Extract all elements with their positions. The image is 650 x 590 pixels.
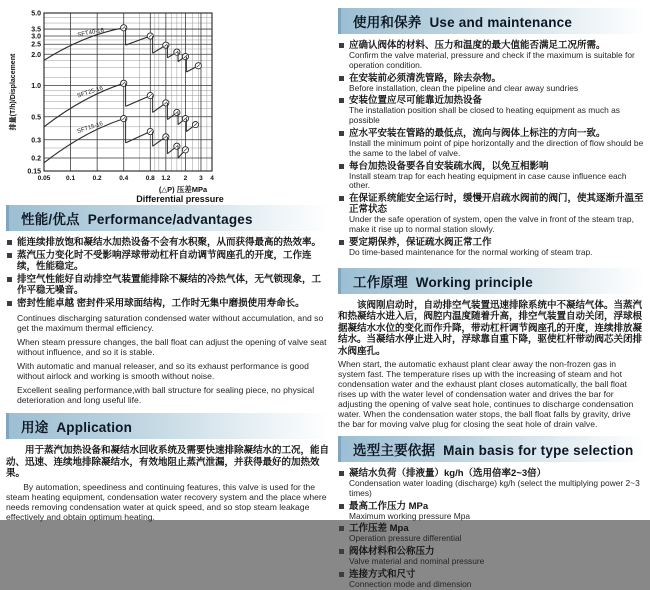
bullet-square-icon	[339, 549, 344, 554]
selection-item-en: Valve material and nominal pressure	[349, 556, 485, 567]
segment-end-marker	[174, 109, 180, 115]
principle-title-en: Working principle	[415, 274, 533, 290]
principle-paragraph-en: When start, the automatic exhaust plant clear away the non-frozen gas in system fast. The temperature rises up with the increasing of steam and hot condensation water and the exhaust plant closes automatically, the ball float rises up with the water level of condensation water and drives the bar for adjusting the opening of valve seat hole, continues to discharge condensation water. When the condensation water stops, the ball float falls by gravity, drive the bar for moving valve plug for closing the seat hole of drain valve.	[338, 359, 634, 430]
selection-item-zh: 连接方式和尺寸	[349, 569, 416, 581]
selection-item-zh: 阀体材料和公称压力	[349, 546, 435, 558]
bullet-square-icon	[339, 98, 344, 103]
bullet-square-icon	[339, 240, 344, 245]
selection-item-zh: 工作压差 Mpa	[349, 523, 409, 535]
performance-bullet	[6, 298, 330, 309]
selection-item-en: Operation pressure differential	[349, 533, 462, 544]
bullet-square-icon	[339, 131, 344, 136]
section-header-performance	[6, 205, 330, 231]
capacity-chart	[6, 5, 330, 205]
x-axis-label-en: Differential pressure	[136, 194, 224, 204]
performance-paragraph-en: Excellent sealing performance,with ball structure for sealing piece, no physical deterioration and long useful life.	[17, 385, 315, 405]
selection-item-en: Maximum working pressure Mpa	[349, 510, 471, 521]
svg-text:2: 2	[183, 175, 188, 182]
maintenance-item-en: Under the safe operation of system, open the valve in front of the steam trap, make it rise up to normal station slowly.	[349, 214, 634, 234]
maintenance-item-en: The installation position shall be closed to heating equipment as much as possible	[349, 105, 620, 126]
section-header-application	[6, 413, 330, 439]
maintenance-item	[338, 73, 644, 94]
x-axis-label-zh: (△P) 压差MPa	[158, 185, 208, 194]
selection-title-en: Main basis for type selection	[443, 443, 634, 459]
performance-bullet	[6, 274, 330, 296]
y-axis-label: 排量(T/h)/Displacement	[10, 53, 17, 131]
segment-end-marker	[192, 122, 198, 128]
selection-item	[338, 501, 644, 522]
svg-text:0.8: 0.8	[145, 175, 155, 182]
performance-bullet-zh: 密封性能卓越 密封件采用球面结构，工作时无集中磨损使用寿命长。	[17, 298, 305, 309]
performance-bullet	[6, 237, 330, 248]
maintenance-item	[338, 95, 644, 126]
bullet-square-icon	[7, 277, 12, 282]
svg-text:0.2: 0.2	[31, 155, 41, 163]
application-paragraph-en: By automation, speediness and continuing features, this valve is used for the steam heating equipment, condensation water recovery system and the place where needs removing condensation water at quick speed, and so stop steam leakage effectively and obtain optimum heating.	[6, 481, 327, 522]
performance-paragraph-en: Continues discharging saturation condensed water without accumulation, and so get the maximum thermal efficiency.	[17, 313, 324, 333]
maintenance-title-zh: 使用和保养	[353, 15, 422, 30]
application-title-zh: 用途	[21, 420, 49, 435]
performance-title-en: Performance/advantages	[87, 212, 253, 227]
maintenance-item	[338, 40, 644, 71]
bullet-square-icon	[339, 471, 344, 476]
svg-text:0.1: 0.1	[66, 175, 76, 182]
svg-text:0.15: 0.15	[27, 168, 41, 176]
maintenance-item-zh: 每台加热设备要各自安装疏水阀，以免互相影响	[349, 160, 549, 172]
svg-text:1.0: 1.0	[31, 83, 41, 91]
selection-item-zh: 最高工作压力 MPa	[349, 500, 429, 512]
maintenance-item-zh: 应确认阀体的材料、压力和温度的最大值能否满足工况所需。	[349, 40, 606, 51]
series-label: SFT40-16	[77, 27, 105, 39]
section-header-selection	[338, 436, 644, 462]
maintenance-item-zh: 安装位置应尽可能靠近加热设备	[349, 95, 483, 107]
bullet-square-icon	[339, 572, 344, 577]
bullet-square-icon	[339, 196, 344, 201]
segment-end-marker	[182, 115, 188, 121]
application-title-en: Application	[56, 420, 133, 435]
maintenance-item	[338, 193, 644, 235]
bullet-square-icon	[339, 526, 344, 531]
performance-paragraph-en: With automatic and manual releaser, and so its exhaust performance is good without airlock and working is smooth without noise.	[17, 361, 309, 381]
maintenance-item-en: Do time-based maintenance for the normal working of steam trap.	[349, 246, 593, 257]
series-label: SFT25-16	[76, 85, 104, 100]
svg-text:0.2: 0.2	[92, 175, 102, 182]
maintenance-item-en: Before installation, clean the pipeline and clear away sundries	[349, 82, 579, 93]
principle-title-zh: 工作原理	[353, 274, 408, 290]
segment-end-marker	[195, 63, 201, 69]
svg-text:3: 3	[199, 175, 203, 182]
section-header-maintenance	[338, 8, 644, 34]
svg-text:0.5: 0.5	[31, 114, 41, 122]
selection-item	[338, 523, 644, 544]
maintenance-item	[338, 161, 644, 192]
selection-item	[338, 546, 644, 567]
left-column	[6, 5, 330, 522]
bullet-square-icon	[7, 240, 12, 245]
maintenance-item	[338, 128, 644, 159]
maintenance-item-en: Install steam trap for each heating equipment in case cause influence each other.	[349, 170, 627, 191]
section-header-principle	[338, 268, 644, 294]
performance-bullet-zh: 排空气性能好自动排空气装置能排除不凝结的冷热气体，无气锁现象，工作平稳无噪音。	[17, 274, 322, 296]
maintenance-item-zh: 在安装前必须清洗管路，除去杂物。	[349, 72, 502, 84]
bullet-square-icon	[7, 253, 12, 258]
svg-text:3.0: 3.0	[31, 33, 41, 41]
svg-text:0.05: 0.05	[37, 175, 51, 182]
selection-title-zh: 选型主要依据	[353, 443, 436, 459]
performance-bullet-zh: 蒸汽压力变化时不受影响浮球带动杠杆自动调节阀座孔的开度，工作连续，性能稳定。	[17, 250, 312, 272]
selection-item	[338, 468, 644, 499]
maintenance-item-en: Confirm the valve material, pressure and check if the maximum is suitable for operation condition.	[349, 50, 635, 70]
segment-end-marker	[174, 143, 180, 149]
performance-paragraph-en: When steam pressure changes, the ball float can adjust the opening of valve seat without influence, and so it is stable.	[17, 337, 327, 357]
segment-end-marker	[182, 147, 188, 153]
maintenance-item-zh: 要定期保养，保证疏水阀正常工作	[349, 236, 492, 248]
svg-text:0.3: 0.3	[31, 137, 41, 145]
right-column	[338, 5, 644, 590]
maintenance-item-en: Install the minimum point of pipe horizontally and the direction of flow should be the same to the label of valve.	[349, 137, 644, 158]
series-label: SFT15-16	[76, 121, 104, 136]
segment-end-marker	[163, 100, 169, 106]
svg-text:2.0: 2.0	[31, 51, 41, 59]
capacity-chart-svg	[6, 5, 330, 205]
principle-paragraph-zh: 该阀刚启动时，自动排空气装置迅速排除系统中不凝结气体。当蒸汽和热凝结水进入后，阀腔内温度随着升高，排空气装置自动关闭，浮球根据凝结水水位的变化而作升降，带动杠杆调节阀座孔的开度，连续排放凝结水。当凝结水停止进入时，浮球靠自重下降，驱使杠杆带动阀芯关闭排水阀座孔。	[338, 299, 643, 357]
bullet-square-icon	[339, 504, 344, 509]
performance-title-zh: 性能/优点	[21, 212, 80, 227]
selection-item-en: Condensation water loading (discharge) kg/h (select the multiplying power 2~3 times)	[349, 478, 640, 498]
svg-text:2.5: 2.5	[31, 41, 41, 49]
bullet-square-icon	[339, 43, 344, 48]
segment-end-marker	[163, 42, 169, 48]
maintenance-item-zh: 在保证系统能安全运行时，缓慢开启疏水阀前的阀门，使其逐渐升温至正常状态	[349, 193, 644, 216]
performance-english-block	[6, 313, 330, 405]
svg-text:4: 4	[210, 175, 214, 182]
selection-item	[338, 569, 644, 590]
segment-end-marker	[174, 49, 180, 55]
maintenance-title-en: Use and maintenance	[429, 15, 573, 30]
performance-bullet	[6, 250, 330, 272]
segment-end-marker	[182, 53, 188, 59]
svg-text:3.5: 3.5	[31, 26, 41, 34]
maintenance-item	[338, 237, 644, 258]
performance-bullet-zh: 能连续排放饱和凝结水加热设备不会有水积聚，从而获得最高的热效率。	[17, 237, 322, 248]
svg-text:0.4: 0.4	[119, 175, 129, 182]
segment-end-marker	[163, 134, 169, 140]
maintenance-item-zh: 应水平安装在管路的最低点，流向与阀体上标注的方向一致。	[349, 127, 606, 139]
svg-text:1.2: 1.2	[161, 175, 171, 182]
bullet-square-icon	[339, 76, 344, 81]
application-paragraph-zh: 用于蒸汽加热设备和凝结水回收系统及需要快速排除凝结水的工况，能自动、迅速、连续地排除凝结水，有效地阻止蒸汽泄漏，并获得最好的加热效果。	[6, 445, 330, 479]
bullet-square-icon	[7, 301, 12, 306]
selection-item-zh: 凝结水负荷（排液量）kg/h（选用倍率2~3倍）	[349, 468, 547, 480]
selection-item-en: Connection mode and dimension	[349, 579, 472, 590]
bullet-square-icon	[339, 164, 344, 169]
svg-text:5.0: 5.0	[31, 10, 41, 18]
